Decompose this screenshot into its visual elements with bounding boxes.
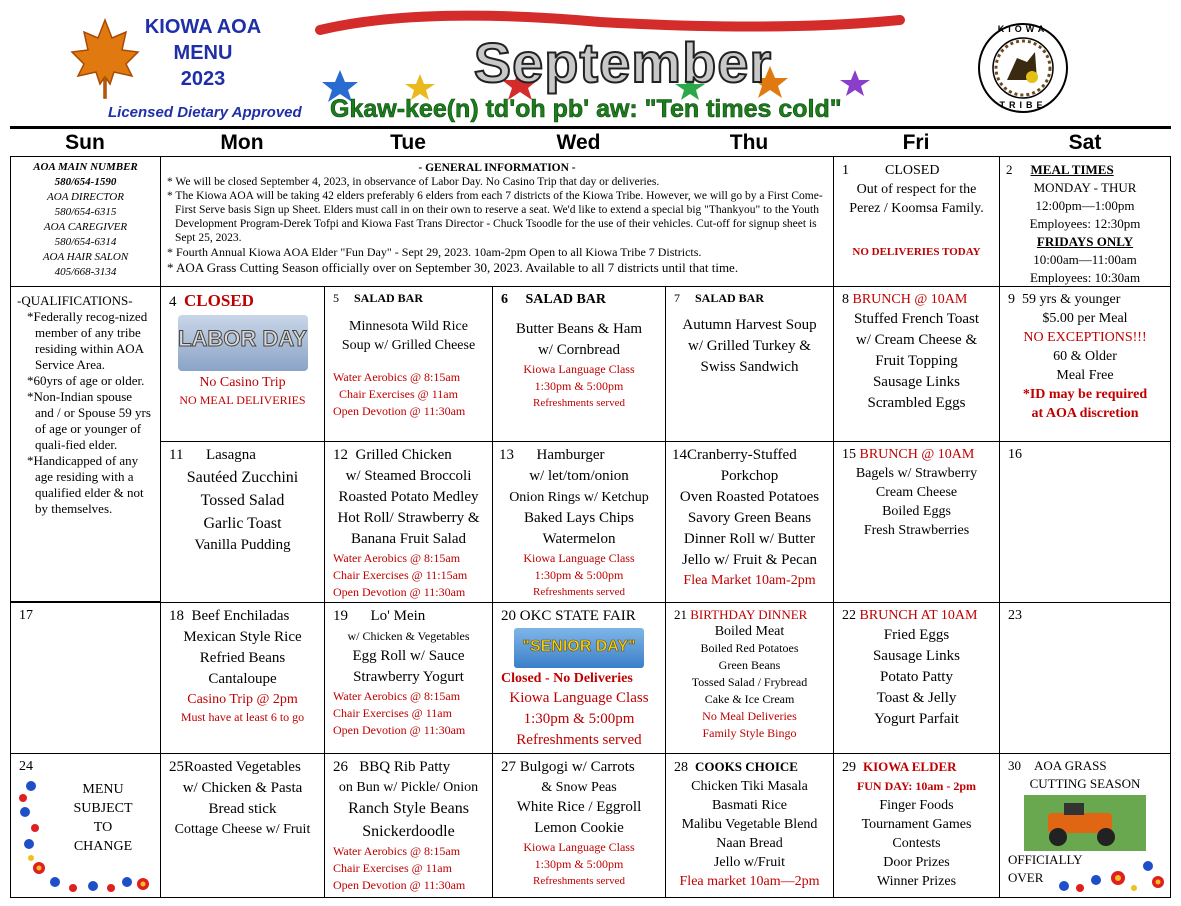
- menu-item: Onion Rings w/ Ketchup: [509, 490, 649, 505]
- lawn-mower-icon: [1024, 795, 1146, 851]
- menu-item: w/ Chicken & Vegetables: [347, 629, 470, 643]
- director-label: AOA DIRECTOR: [47, 191, 124, 203]
- id-note: *ID may be required: [1022, 387, 1148, 402]
- activity-note: Refreshments served: [533, 875, 625, 887]
- menu-item: Hamburger: [536, 447, 605, 463]
- menu-item: Roasted Potato Medley: [338, 489, 479, 505]
- general-info-item: * AOA Grass Cutting Season officially over on September 30, 2023. Available to all 7 districts until that time.: [167, 260, 739, 275]
- activity-note: 1:30pm & 5:00pm: [534, 857, 624, 871]
- day-header-mon: Mon: [220, 131, 264, 154]
- meal-times-line: Employees: 10:30am: [1029, 270, 1141, 285]
- header-divider: [10, 126, 1171, 129]
- menu-item: Hot Roll/ Strawberry &: [337, 510, 480, 526]
- activity-note: Open Devotion @ 11:30am: [333, 585, 466, 599]
- activity-note: Kiowa Language Class: [523, 551, 635, 565]
- day-cell-23: [999, 602, 1171, 754]
- menu-item: Cream Cheese: [875, 485, 958, 500]
- activity-item: Winner Prizes: [876, 874, 957, 889]
- meal-times-line: 10:00am—11:00am: [1033, 252, 1137, 267]
- day-cell-26: [324, 753, 493, 898]
- fun-day-time: FUN DAY: 10am - 2pm: [856, 779, 977, 793]
- activity-note: Must have at least 6 to go: [180, 710, 305, 724]
- menu-item: Cottage Cheese w/ Fruit: [174, 822, 311, 837]
- fridays-only-label: FRIDAYS ONLY: [1036, 234, 1134, 249]
- activity-note: Water Aerobics @ 8:15am: [333, 551, 461, 565]
- menu-item: Bread stick: [208, 801, 277, 817]
- day-number: 24: [19, 759, 33, 774]
- cooks-choice-title: COOKS CHOICE: [695, 759, 798, 774]
- menu-item: Cantaloupe: [208, 671, 277, 687]
- activity-note: Water Aerobics @ 8:15am: [333, 844, 461, 858]
- org-title-line2: MENU: [173, 42, 233, 64]
- hair-salon-phone: 405/668-3134: [54, 266, 117, 278]
- day-number: 16: [1008, 447, 1022, 462]
- day-number: 11: [169, 447, 184, 463]
- month-title: September: [473, 31, 773, 94]
- activity-note: Chair Exercises @ 11am: [339, 387, 458, 401]
- calendar-grid: [10, 156, 1171, 898]
- no-deliveries-note: NO DELIVERIES TODAY: [852, 246, 981, 258]
- day-header-thu: Thu: [729, 131, 769, 154]
- menu-item: Refried Beans: [199, 650, 286, 666]
- price-line: 60 & Older: [1053, 349, 1117, 364]
- grass-cutting-line: AOA GRASS: [1034, 758, 1107, 773]
- day-number: 9: [1008, 292, 1015, 307]
- menu-item: Jello w/Fruit: [713, 855, 786, 870]
- menu-item: Ranch Style Beans: [348, 800, 469, 817]
- day-number: 1: [842, 163, 849, 178]
- activity-note: Casino Trip @ 2pm: [187, 692, 298, 707]
- day-cell-24: [10, 753, 161, 898]
- activity-note: No Meal Deliveries: [702, 709, 797, 723]
- month-subtitle: Gkaw-kee(n) td'oh pb' aw: "Ten times cold": [330, 95, 842, 123]
- menu-item: Stuffed French Toast: [853, 311, 980, 327]
- menu-item: Dinner Roll w/ Butter: [683, 531, 816, 547]
- menu-item: Basmati Rice: [711, 798, 788, 813]
- senior-day-banner: [514, 628, 644, 668]
- menu-subject-line: TO: [93, 820, 113, 835]
- day-number: 12: [333, 447, 348, 463]
- grass-cutting-line: OFFICIALLY: [1008, 852, 1083, 867]
- activity-note: Refreshments served: [533, 586, 625, 598]
- state-fair-title: OKC STATE FAIR: [519, 608, 636, 624]
- day-cell-13: [492, 441, 666, 603]
- day-number: 13: [499, 447, 514, 463]
- day-cell-27: [492, 753, 666, 898]
- day-number: 28: [674, 760, 688, 775]
- day-number: 7: [674, 291, 680, 305]
- menu-item: Banana Fruit Salad: [351, 531, 466, 547]
- closed-note: Closed - No Deliveries: [501, 671, 633, 686]
- menu-item: Lo' Mein: [370, 608, 426, 624]
- menu-item: w/ Cream Cheese &: [855, 332, 978, 348]
- activity-note: 1:30pm & 5:00pm: [534, 379, 624, 393]
- qualification-item: *60yrs of age or older.: [27, 373, 145, 388]
- menu-item: w/ Chicken & Pasta: [182, 780, 303, 796]
- birthday-dinner-title: BIRTHDAY DINNER: [690, 607, 808, 622]
- menu-item: Bagels w/ Strawberry: [855, 466, 978, 481]
- menu-subject-line: MENU: [82, 782, 124, 797]
- menu-item: Soup w/ Grilled Cheese: [341, 338, 476, 353]
- day-cell-25: [160, 753, 325, 898]
- director-phone: 580/654-6315: [54, 206, 117, 218]
- menu-item: Watermelon: [542, 531, 616, 547]
- meal-times-line: Employees: 12:30pm: [1029, 216, 1141, 231]
- menu-item: Chicken Tiki Masala: [691, 779, 808, 794]
- price-line: Meal Free: [1056, 368, 1114, 383]
- activity-note: Open Devotion @ 11:30am: [333, 878, 466, 892]
- general-information-cell: [160, 156, 834, 287]
- general-info-item: * Fourth Annual Kiowa AOA Elder "Fun Day" - Sept 29, 2023. 10am-2pm Open to all Kiowa Tribe 7 Districts.: [167, 245, 702, 259]
- general-info-item: * The Kiowa AOA will be taking 42 elders preferably 6 elders from each 7 districts of the Kiowa Tribe. However, we will go by a First Come-First Serve basis Sign up Sheet. Elders must call in on their own to reserve a seat. We'd like to extend a special big "Thankyou" to the Youth Development Program-Derek Tofpi and Kiowa Fast Trans Director - Chuck Tsoodle for the use of their vehicles. Cut-off for signup sheet is Sept 25, 2023.: [167, 190, 823, 244]
- day-cell-19: [324, 602, 493, 754]
- day-number: 26: [333, 759, 348, 775]
- activity-note: 1:30pm & 5:00pm: [534, 568, 624, 582]
- menu-item: Toast & Jelly: [876, 690, 957, 706]
- day-header-fri: Fri: [902, 131, 930, 154]
- grass-cutting-line: CUTTING SEASON: [1029, 776, 1141, 791]
- day-number: 20: [501, 608, 516, 624]
- main-number-phone: 580/654-1590: [54, 176, 117, 188]
- qualifications-cell: [10, 286, 161, 602]
- menu-item: w/ Grilled Turkey &: [688, 338, 811, 354]
- menu-item: Swiss Sandwich: [700, 359, 799, 375]
- meal-times-line: 12:00pm—1:00pm: [1035, 198, 1135, 213]
- salad-bar-title: SALAD BAR: [525, 292, 607, 307]
- day-number: 5: [333, 291, 339, 305]
- day-cell-5: [324, 286, 493, 442]
- menu-item: Naan Bread: [716, 836, 783, 851]
- menu-item: Fried Eggs: [883, 627, 950, 643]
- activity-note: Flea market 10am—2pm: [679, 874, 820, 889]
- menu-item: Tossed Salad / Frybread: [691, 675, 808, 689]
- menu-item: Baked Lays Chips: [524, 510, 634, 526]
- price-line: $5.00 per Meal: [1042, 311, 1128, 326]
- day-cell-2: [999, 156, 1171, 287]
- closed-title: CLOSED: [885, 163, 940, 178]
- menu-item: Yogurt Parfait: [874, 711, 959, 727]
- day-cell-18: [160, 602, 325, 754]
- contacts-cell: [10, 156, 161, 287]
- day-cell-22: [833, 602, 1000, 754]
- kiowa-tribe-seal: [977, 22, 1069, 114]
- menu-item: Minnesota Wild Rice: [349, 319, 468, 334]
- labor-day-banner-text: LABOR DAY: [178, 326, 307, 351]
- qualification-item: *Handicapped of any age residing with a qualified elder & not by themselves.: [27, 453, 144, 516]
- day-number: 30: [1008, 758, 1021, 773]
- menu-item: Snickerdoodle: [362, 823, 455, 840]
- menu-item: Bulgogi w/ Carrots: [519, 759, 635, 775]
- activity-item: Contests: [892, 836, 941, 851]
- activity-note: Open Devotion @ 11:30am: [333, 404, 466, 418]
- activity-item: Tournament Games: [861, 817, 972, 832]
- menu-item: Oven Roasted Potatoes: [679, 489, 820, 505]
- day-cell-6: [492, 286, 666, 442]
- day-cell-12: [324, 441, 493, 603]
- menu-item: Potato Patty: [880, 669, 953, 685]
- menu-item: Sausage Links: [872, 374, 961, 390]
- menu-item: Autumn Harvest Soup: [682, 317, 817, 333]
- brunch-title: BRUNCH @ 10AM: [859, 447, 975, 462]
- menu-item: Vanilla Pudding: [194, 537, 291, 553]
- day-cell-29: [833, 753, 1000, 898]
- activity-note: Flea Market 10am-2pm: [683, 573, 816, 588]
- qualifications-title: -QUALIFICATIONS-: [17, 293, 133, 308]
- activity-note: Water Aerobics @ 8:15am: [333, 370, 461, 384]
- closed-title: CLOSED: [184, 291, 254, 310]
- activity-note: Chair Exercises @ 11am: [333, 861, 452, 875]
- menu-item: Jello w/ Fruit & Pecan: [682, 552, 817, 568]
- closed-note-line2: Perez / Koomsa Family.: [849, 201, 984, 216]
- day-number: 21: [674, 607, 687, 622]
- day-cell-17: [10, 602, 161, 754]
- activity-note: No Casino Trip: [199, 375, 286, 390]
- day-header-wed: Wed: [556, 131, 601, 154]
- menu-subject-line: CHANGE: [73, 839, 133, 854]
- labor-day-banner: [178, 315, 308, 371]
- activity-item: Finger Foods: [879, 798, 954, 813]
- meal-times-line: MONDAY - THUR: [1033, 180, 1137, 195]
- day-cell-1: [833, 156, 1000, 287]
- day-cell-15: [833, 441, 1000, 603]
- brunch-title: BRUNCH @ 10AM: [852, 292, 968, 307]
- day-number: 8: [842, 292, 849, 307]
- activity-note: NO MEAL DELIVERIES: [179, 393, 306, 407]
- closed-note-line1: Out of respect for the: [856, 182, 977, 197]
- menu-item: Lemon Cookie: [534, 820, 624, 836]
- menu-item: Sausage Links: [872, 648, 961, 664]
- day-cell-7: [665, 286, 834, 442]
- activity-note: Kiowa Language Class: [509, 690, 649, 706]
- menu-item: w/ let/tom/onion: [529, 468, 629, 484]
- day-cell-9: [999, 286, 1171, 442]
- day-cell-16: [999, 441, 1171, 603]
- caregiver-label: AOA CAREGIVER: [43, 221, 128, 233]
- day-number: 14: [672, 447, 687, 463]
- menu-item: Garlic Toast: [203, 515, 282, 532]
- day-number: 15: [842, 447, 856, 462]
- menu-item: w/ Cornbread: [537, 342, 621, 358]
- org-title-line3: 2023: [180, 68, 226, 90]
- day-number: 19: [333, 608, 348, 624]
- menu-item: Cranberry-Stuffed: [687, 447, 797, 463]
- menu-item: Cake & Ice Cream: [704, 692, 795, 706]
- menu-subject-line: SUBJECT: [73, 801, 133, 816]
- general-info-item: * We will be closed September 4, 2023, in observance of Labor Day. No Casino Trip that day or deliveries.: [167, 176, 660, 188]
- activity-note: Family Style Bingo: [702, 726, 797, 740]
- day-cell-14: [665, 441, 834, 603]
- menu-item: Strawberry Yogurt: [353, 669, 464, 685]
- day-number: 29: [842, 760, 856, 775]
- licensed-label: Licensed Dietary Approved: [108, 104, 302, 121]
- menu-item: Porkchop: [720, 468, 779, 484]
- senior-day-banner-text: "SENIOR DAY": [522, 638, 636, 655]
- day-number: 25: [169, 759, 184, 775]
- activity-note: Refreshments served: [516, 732, 642, 748]
- no-exceptions-note: NO EXCEPTIONS!!!: [1023, 330, 1147, 345]
- seal-bottom-text: TRIBE: [999, 100, 1047, 110]
- activity-note: Chair Exercises @ 11am: [333, 706, 452, 720]
- menu-item: Boiled Eggs: [882, 504, 951, 519]
- activity-note: 1:30pm & 5:00pm: [523, 711, 635, 727]
- day-cell-8: [833, 286, 1000, 442]
- menu-item: Green Beans: [718, 658, 781, 672]
- menu-item: Savory Green Beans: [687, 510, 812, 526]
- day-cell-28: [665, 753, 834, 898]
- day-cell-11: [160, 441, 325, 603]
- menu-item: Fresh Strawberries: [863, 523, 970, 538]
- meal-times-title: MEAL TIMES: [1030, 162, 1114, 177]
- day-number: 6: [501, 292, 508, 307]
- menu-item: on Bun w/ Pickle/ Onion: [338, 780, 479, 795]
- salad-bar-title: SALAD BAR: [695, 291, 765, 305]
- price-line: 59 yrs & younger: [1022, 292, 1121, 307]
- activity-item: Door Prizes: [883, 855, 950, 870]
- activity-note: Water Aerobics @ 8:15am: [333, 689, 461, 703]
- activity-note: Chair Exercises @ 11:15am: [333, 568, 468, 582]
- menu-item: Mexican Style Rice: [183, 629, 302, 645]
- brunch-title: BRUNCH AT 10AM: [859, 608, 978, 623]
- qualification-item: *Federally recog-nized member of any tribe residing within AOA Service Area.: [27, 309, 148, 372]
- menu-item: Malibu Vegetable Blend: [681, 817, 818, 832]
- day-cell-4: [160, 286, 325, 442]
- menu-item: Scrambled Eggs: [867, 395, 966, 411]
- day-header-sat: Sat: [1068, 131, 1102, 154]
- menu-item: White Rice / Eggroll: [516, 799, 642, 815]
- activity-note: Kiowa Language Class: [523, 840, 635, 854]
- day-number: 2: [1006, 162, 1013, 177]
- day-cell-30: [999, 753, 1171, 898]
- menu-item: & Snow Peas: [541, 780, 617, 795]
- menu-item: Tossed Salad: [200, 492, 285, 509]
- activity-note: Open Devotion @ 11:30am: [333, 723, 466, 737]
- beaded-flowers-icon: [1056, 858, 1168, 896]
- id-note: at AOA discretion: [1031, 406, 1139, 421]
- hair-salon-label: AOA HAIR SALON: [42, 251, 129, 263]
- seal-top-text: KIOWA: [997, 24, 1049, 34]
- qualification-item: *Non-Indian spouse and / or Spouse 59 yrs of age or younger of quali-fied elder.: [27, 389, 151, 452]
- day-header-tue: Tue: [390, 131, 426, 154]
- menu-item: Boiled Meat: [714, 624, 785, 639]
- menu-item: Lasagna: [205, 447, 256, 463]
- day-number: 17: [19, 608, 33, 623]
- menu-item: Butter Beans & Ham: [515, 321, 643, 337]
- menu-item: Fruit Topping: [875, 353, 958, 369]
- grass-cutting-line: OVER: [1008, 870, 1044, 885]
- menu-item: Beef Enchiladas: [191, 608, 290, 624]
- menu-item: Egg Roll w/ Sauce: [352, 648, 465, 664]
- caregiver-phone: 580/654-6314: [54, 236, 117, 248]
- day-number: 23: [1008, 608, 1022, 623]
- day-number: 4: [169, 294, 177, 310]
- org-title: [128, 14, 278, 92]
- menu-item: Sautéed Zucchini: [186, 469, 299, 486]
- org-title-line1: KIOWA AOA: [144, 16, 262, 38]
- main-number-label: AOA MAIN NUMBER: [33, 161, 138, 173]
- activity-note: Kiowa Language Class: [523, 362, 635, 376]
- salad-bar-title: SALAD BAR: [354, 291, 424, 305]
- day-header-sun: Sun: [65, 131, 105, 154]
- menu-item: BBQ Rib Patty: [359, 759, 451, 775]
- day-number: 18: [169, 608, 184, 624]
- menu-item: Roasted Vegetables: [184, 759, 301, 775]
- day-cell-21: [665, 602, 834, 754]
- menu-item: Boiled Red Potatoes: [700, 641, 799, 655]
- day-cell-20: [492, 602, 666, 754]
- day-number: 27: [501, 759, 516, 775]
- menu-item: w/ Steamed Broccoli: [345, 468, 472, 484]
- day-number: 22: [842, 608, 856, 623]
- menu-item: Grilled Chicken: [355, 447, 452, 463]
- general-information-title: - GENERAL INFORMATION -: [418, 162, 576, 174]
- calendar-header: [0, 0, 1181, 128]
- fun-day-title: KIOWA ELDER: [863, 759, 957, 774]
- activity-note: Refreshments served: [533, 397, 625, 409]
